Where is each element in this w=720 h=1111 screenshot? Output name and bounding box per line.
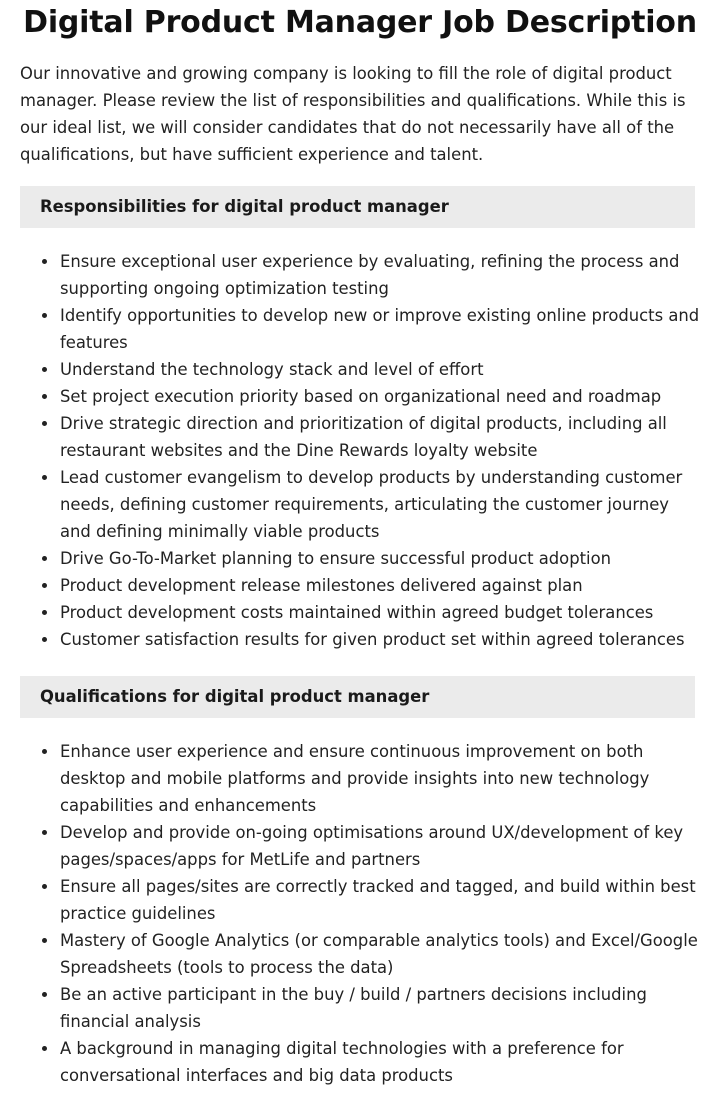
intro-paragraph: Our innovative and growing company is looking to fill the role of digital product manager. Please review the list of responsibilities and qualifications. While this is our ideal list, we will consider candidates that do not necessarily have all of the qualifications, but have sufficient experience and talent. — [20, 64, 686, 164]
bullet-dot-icon — [42, 367, 47, 372]
qualification-item — [20, 981, 700, 1035]
responsibility-text: Understand the technology stack and level of effort — [60, 360, 484, 379]
qualification-item — [20, 1035, 700, 1089]
bullet-dot-icon — [42, 749, 47, 754]
responsibility-item — [20, 626, 700, 653]
responsibility-text: Identify opportunities to develop new or improve existing online products and features — [60, 306, 700, 352]
responsibility-item — [20, 302, 700, 356]
bullet-dot-icon — [42, 313, 47, 318]
responsibility-item — [20, 572, 700, 599]
page-title: Digital Product Manager Job Description — [23, 5, 697, 40]
qualification-item — [20, 819, 700, 873]
responsibilities-heading: Responsibilities for digital product manager — [20, 186, 695, 228]
responsibility-text: Product development costs maintained within agreed budget tolerances — [60, 603, 654, 622]
responsibility-item — [20, 464, 700, 545]
qualification-item — [20, 927, 700, 981]
qualifications-heading: Qualifications for digital product manager — [20, 676, 695, 718]
responsibility-item — [20, 410, 700, 464]
bullet-dot-icon — [42, 637, 47, 642]
responsibility-item — [20, 545, 700, 572]
bullet-dot-icon — [42, 830, 47, 835]
bullet-dot-icon — [42, 938, 47, 943]
bullet-dot-icon — [42, 583, 47, 588]
qualification-text: Mastery of Google Analytics (or comparable analytics tools) and Excel/Google Spreadsheets (tools to process the data) — [60, 931, 698, 977]
responsibility-text: Set project execution priority based on organizational need and roadmap — [60, 387, 662, 406]
qualifications-list — [20, 738, 700, 1089]
qualification-text: Enhance user experience and ensure continuous improvement on both desktop and mobile platforms and provide insights into new technology capabilities and enhancements — [60, 742, 650, 815]
bullet-dot-icon — [42, 421, 47, 426]
bullet-dot-icon — [42, 475, 47, 480]
responsibilities-list — [20, 248, 700, 653]
qualification-item — [20, 873, 700, 927]
qualification-text: Develop and provide on-going optimisations around UX/development of key pages/spaces/apps for MetLife and partners — [60, 823, 684, 869]
responsibility-item — [20, 248, 700, 302]
responsibility-text: Drive strategic direction and prioritization of digital products, including all restaurant websites and the Dine Rewards loyalty website — [60, 414, 667, 460]
bullet-dot-icon — [42, 1046, 47, 1051]
bullet-dot-icon — [42, 884, 47, 889]
responsibility-text: Drive Go-To-Market planning to ensure successful product adoption — [60, 549, 612, 568]
responsibility-text: Product development release milestones delivered against plan — [60, 576, 583, 595]
bullet-dot-icon — [42, 259, 47, 264]
bullet-dot-icon — [42, 556, 47, 561]
qualification-item — [20, 738, 700, 819]
qualification-text: A background in managing digital technologies with a preference for conversational interfaces and big data products — [60, 1039, 624, 1085]
bullet-dot-icon — [42, 992, 47, 997]
responsibility-text: Ensure exceptional user experience by evaluating, refining the process and supporting ongoing optimization testing — [60, 252, 680, 298]
responsibility-item — [20, 599, 700, 626]
responsibility-item — [20, 356, 700, 383]
qualification-text: Ensure all pages/sites are correctly tracked and tagged, and build within best practice guidelines — [60, 877, 696, 923]
responsibility-item — [20, 383, 700, 410]
bullet-dot-icon — [42, 610, 47, 615]
bullet-dot-icon — [42, 394, 47, 399]
qualification-text: Be an active participant in the buy / build / partners decisions including financial analysis — [60, 985, 647, 1031]
responsibility-text: Lead customer evangelism to develop products by understanding customer needs, defining customer requirements, articulating the customer journey and defining minimally viable products — [60, 468, 683, 541]
responsibility-text: Customer satisfaction results for given product set within agreed tolerances — [60, 630, 685, 649]
